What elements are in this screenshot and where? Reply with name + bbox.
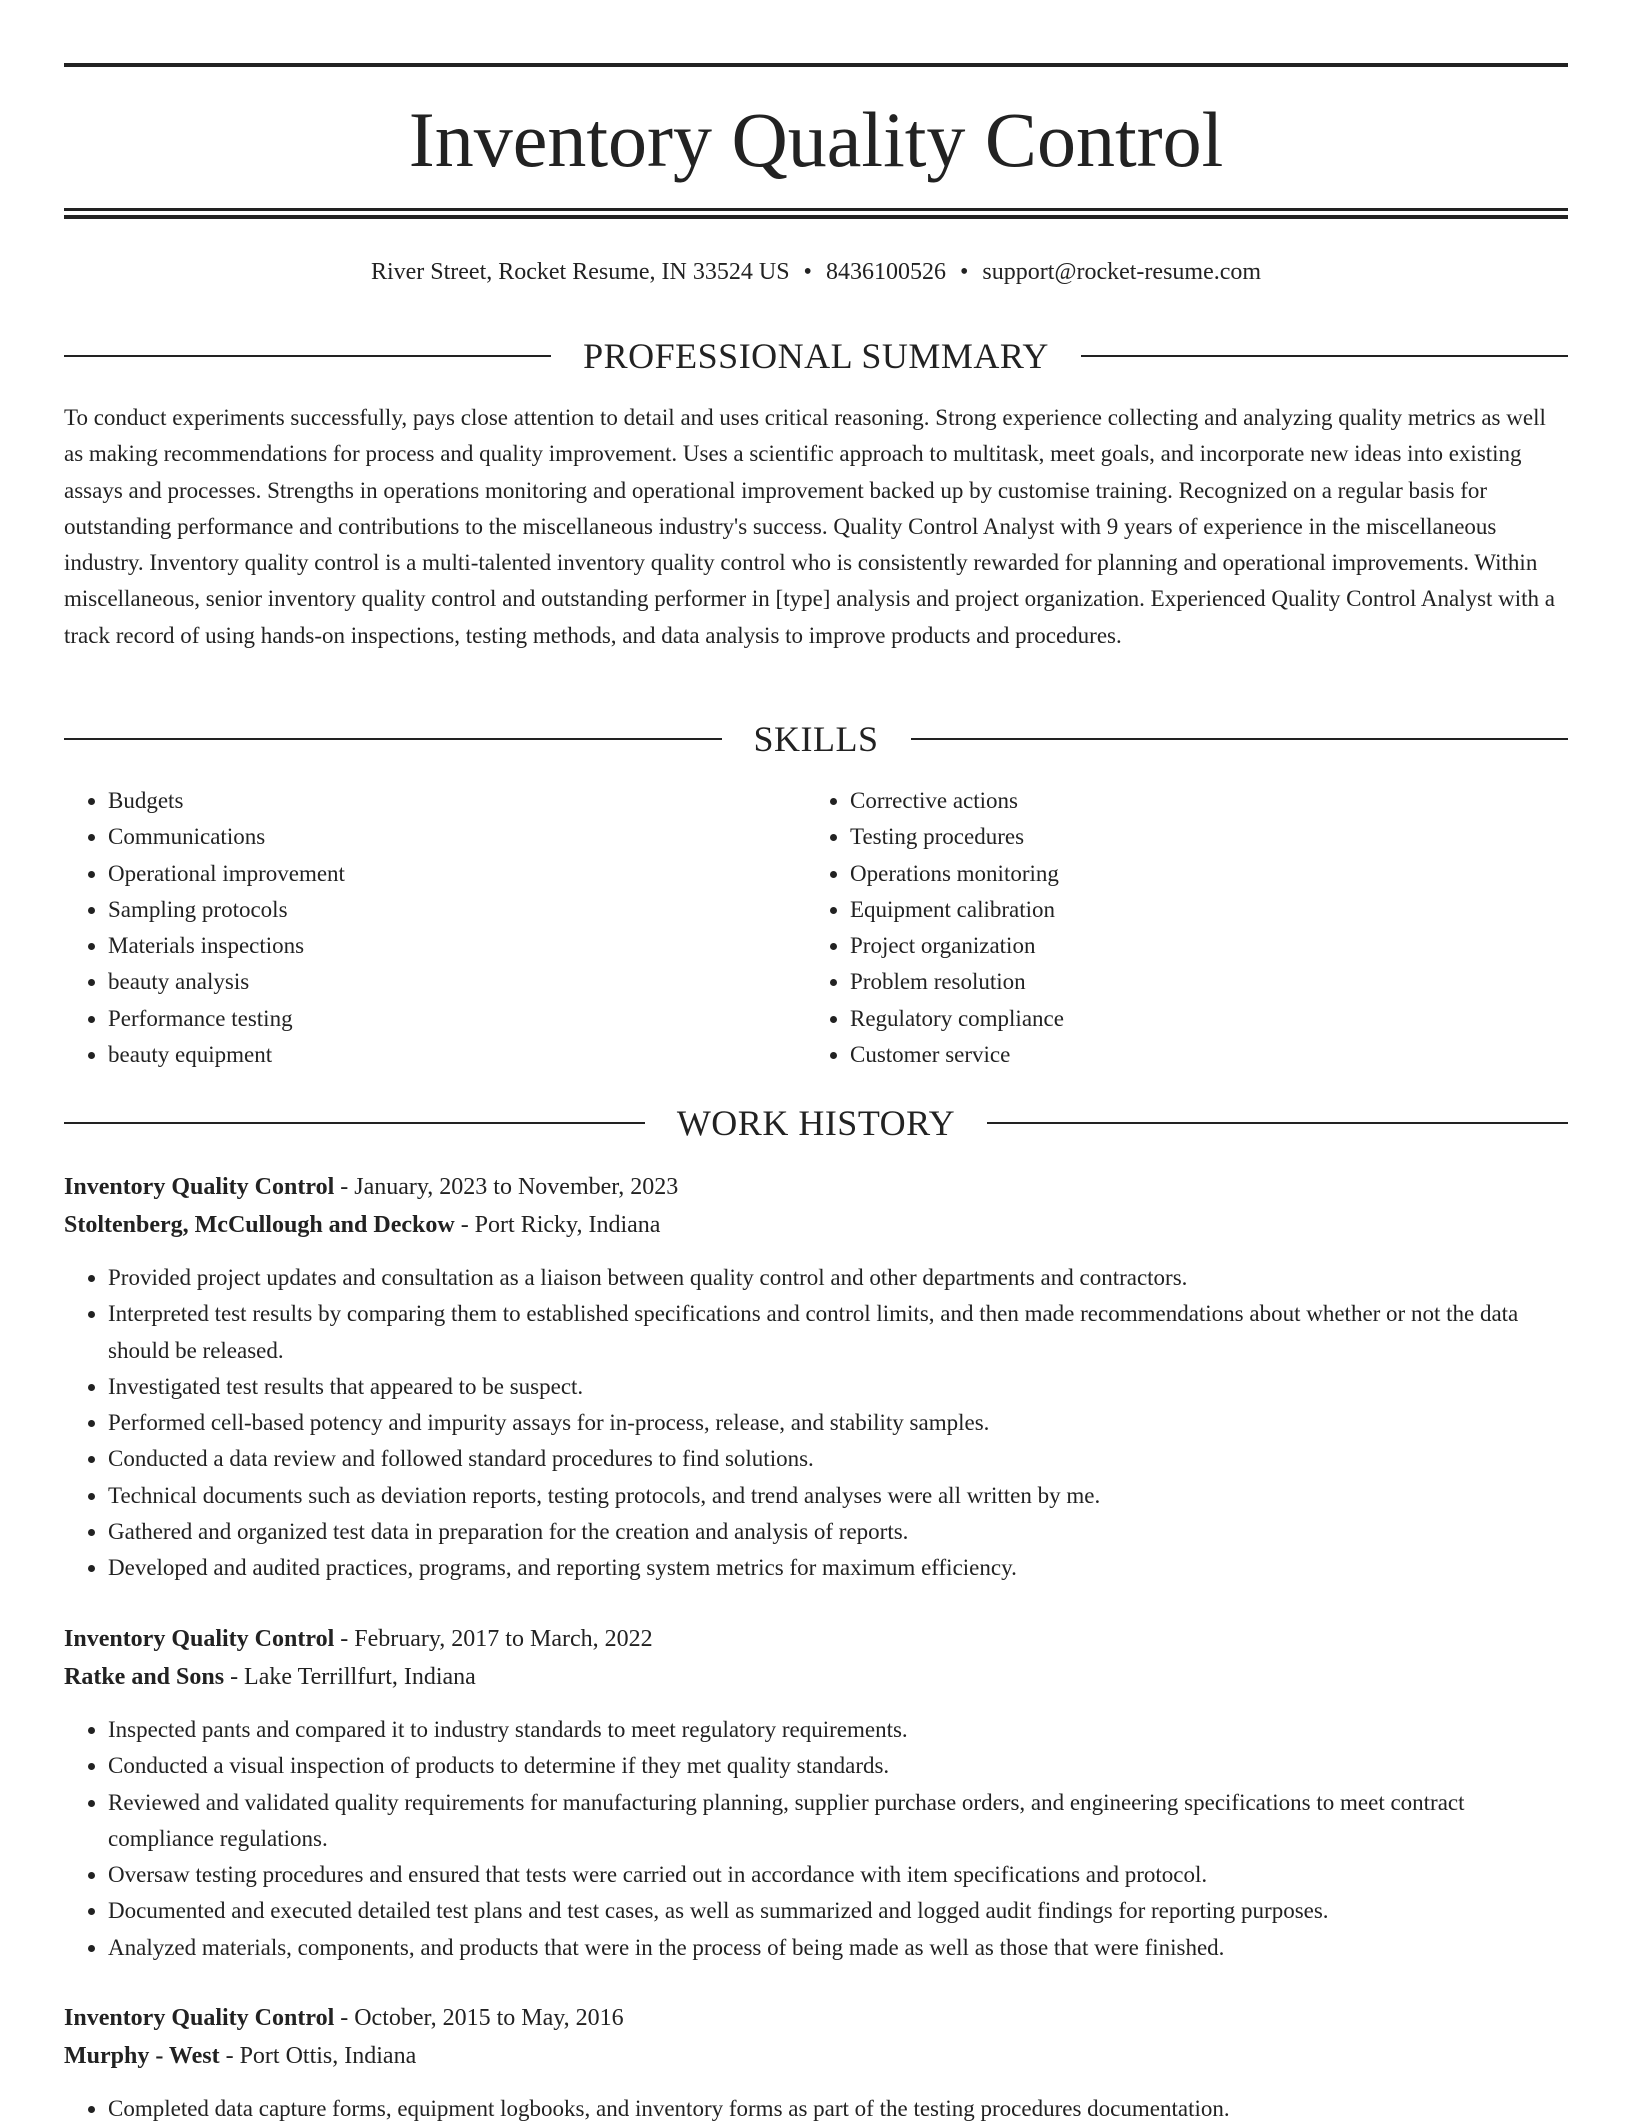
skill-item: • Corrective actions [850, 783, 1548, 819]
contact-email: support@rocket-resume.com [982, 259, 1262, 285]
contact-separator: • [803, 259, 812, 285]
job-title-line [64, 1620, 1568, 1658]
skill-item: • beauty equipment [108, 1037, 806, 1073]
section-heading-work-history [64, 1101, 1568, 1145]
skill-item: • Problem resolution [850, 964, 1548, 1000]
job-bullet: • Interpreted test results by comparing them to established specifications and control limits, and then made recommendations about whether or not the data should be released. [108, 1296, 1568, 1369]
job-dates: - February, 2017 to March, 2022 [334, 1626, 653, 1652]
contact-phone: 8436100526 [825, 259, 946, 285]
job-bullet: • Investigated test results that appeared to be suspect. [108, 1369, 1568, 1405]
job-bullet: • Provided project updates and consultation as a liaison between quality control and other departments and contractors. [108, 1260, 1568, 1296]
resume-title: Inventory Quality Control [408, 96, 1224, 183]
title-rule-lower [64, 215, 1568, 219]
skill-item: • Budgets [108, 783, 806, 819]
heading-rule [64, 738, 722, 740]
job-title: Inventory Quality Control [64, 1626, 335, 1652]
skill-item: • Performance testing [108, 1001, 806, 1037]
job-dates: - January, 2023 to November, 2023 [334, 1174, 679, 1200]
contact-separator: • [959, 259, 969, 285]
heading-rule [1081, 355, 1568, 357]
job-entry [64, 1999, 1568, 2127]
job-location: - Port Ottis, Indiana [219, 2043, 417, 2069]
skill-item: • Customer service [850, 1037, 1548, 1073]
job-bullets [64, 1260, 1568, 1587]
skill-item: • Regulatory compliance [850, 1001, 1548, 1037]
skill-item: • Testing procedures [850, 819, 1548, 855]
job-bullet: • Gathered and organized test data in preparation for the creation and analysis of reports. [108, 1514, 1568, 1550]
job-bullet: • Conducted a data review and followed standard procedures to find solutions. [108, 1441, 1568, 1477]
heading-rule [64, 1122, 645, 1124]
job-bullet: • Conducted a visual inspection of products to determine if they met quality standards. [108, 1748, 1568, 1784]
title-rule-upper [64, 208, 1568, 211]
job-company-line [64, 1206, 1568, 1244]
job-title: Inventory Quality Control [64, 2005, 335, 2031]
job-location: - Lake Terrillfurt, Indiana [224, 1664, 476, 1690]
job-title: Inventory Quality Control [64, 1174, 335, 1200]
job-entry [64, 1620, 1568, 1966]
skill-item: • Communications [108, 819, 806, 855]
job-company-line [64, 2037, 1568, 2075]
section-heading-skills [64, 717, 1568, 761]
job-entry [64, 1168, 1568, 1587]
job-bullet: • Inspected pants and compared it to industry standards to meet regulatory requirements. [108, 1712, 1568, 1748]
heading-rule [911, 738, 1569, 740]
heading-rule [987, 1122, 1568, 1124]
job-bullet: • Analyzed materials, components, and products that were in the process of being made as well as those that were finished. [108, 1930, 1568, 1966]
professional-summary-text: To conduct experiments successfully, pays close attention to detail and uses critical reasoning. Strong experience collecting and analyzing quality metrics as well as making recommendations for process and quality improvement. Uses a scientific approach to multitask, meet goals, and incorporate new ideas into existing assays and processes. Strengths in operations monitoring and operational improvement backed up by customise training. Recognized on a regular basis for outstanding performance and contributions to the miscellaneous industry's success. Quality Control Analyst with 9 years of experience in the miscellaneous industry. Inventory quality control is a multi-talented inventory quality control who is consistently rewarded for planning and operational improvements. Within miscellaneous, senior inventory quality control and outstanding performer in [type] analysis and project organization. Experienced Quality Control Analyst with a track record of using hands-on inspections, testing methods, and data analysis to improve products and procedures. [64, 405, 1556, 648]
skills-column-right [806, 783, 1548, 1073]
job-location: - Port Ricky, Indiana [454, 1212, 661, 1238]
skill-item: • Sampling protocols [108, 892, 806, 928]
skills-list [64, 783, 1568, 1073]
skill-item: • Operations monitoring [850, 856, 1548, 892]
job-title-line [64, 1999, 1568, 2037]
job-bullet: • Performed cell-based potency and impurity assays for in-process, release, and stability samples. [108, 1405, 1568, 1441]
skill-item: • Materials inspections [108, 928, 806, 964]
job-company: Murphy - West [64, 2043, 220, 2069]
job-bullets [64, 2091, 1568, 2127]
job-bullet: • Completed data capture forms, equipment logbooks, and inventory forms as part of the testing procedures documentation. [108, 2091, 1568, 2127]
job-bullet: • Oversaw testing procedures and ensured that tests were carried out in accordance with item specifications and protocol. [108, 1857, 1568, 1893]
skills-column-left [64, 783, 806, 1073]
skill-item: • Project organization [850, 928, 1548, 964]
section-heading-summary [64, 334, 1568, 378]
job-bullet: • Documented and executed detailed test plans and test cases, as well as summarized and logged audit findings for reporting purposes. [108, 1893, 1568, 1929]
skill-item: • Equipment calibration [850, 892, 1548, 928]
top-rule [64, 63, 1568, 67]
job-bullet: • Technical documents such as deviation reports, testing protocols, and trend analyses were all written by me. [108, 1478, 1568, 1514]
job-bullet: • Developed and audited practices, programs, and reporting system metrics for maximum efficiency. [108, 1550, 1568, 1586]
job-bullets [64, 1712, 1568, 1966]
section-title: SKILLS [753, 719, 879, 759]
section-title: WORK HISTORY [676, 1103, 956, 1143]
skill-item: • beauty analysis [108, 964, 806, 1000]
contact-address: River Street, Rocket Resume, IN 33524 US [370, 259, 790, 285]
job-company: Ratke and Sons [64, 1664, 225, 1690]
job-company: Stoltenberg, McCullough and Deckow [64, 1212, 455, 1238]
section-title: PROFESSIONAL SUMMARY [583, 336, 1049, 376]
job-dates: - October, 2015 to May, 2016 [334, 2005, 624, 2031]
heading-rule [64, 355, 551, 357]
job-bullet: • Reviewed and validated quality requirements for manufacturing planning, supplier purchase orders, and engineering specifications to meet contract compliance regulations. [108, 1785, 1568, 1858]
job-company-line [64, 1658, 1568, 1696]
skill-item: • Operational improvement [108, 856, 806, 892]
job-title-line [64, 1168, 1568, 1206]
contact-line [64, 254, 1568, 290]
